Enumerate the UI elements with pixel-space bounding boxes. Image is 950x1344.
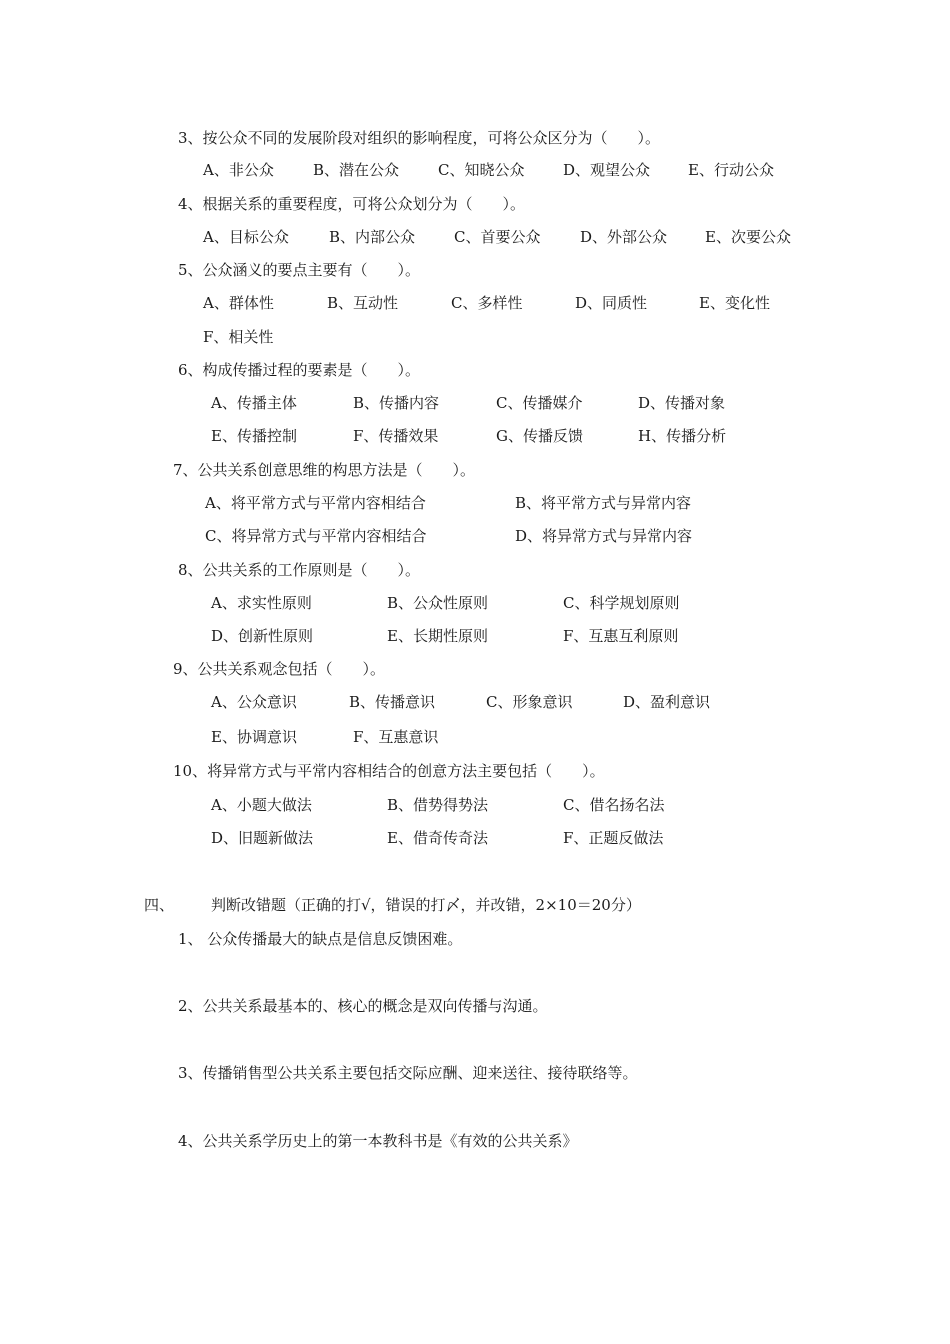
question-10-option-d: D、旧题新做法 [211,829,314,847]
section-4-heading: 判断改错题（正确的打√，错误的打〆，并改错，2×10＝20分） [211,896,641,914]
question-10-option-e: E、借奇传奇法 [387,829,488,847]
question-3-option-c: C、知晓公众 [438,161,525,179]
question-4-stem: 4、根据关系的重要程度，可将公众划分为（ ）。 [178,195,526,213]
question-4-option-c: C、首要公众 [454,228,541,246]
question-6-option-e: E、传播控制 [211,427,297,445]
judgment-item-1: 1、 公众传播最大的缺点是信息反馈困难。 [178,930,463,948]
question-8-option-a: A、求实性原则 [211,594,312,612]
question-5-option-f: F、相关性 [203,328,274,346]
question-4-option-e: E、次要公众 [705,228,791,246]
question-6-option-b: B、传播内容 [353,394,440,412]
question-5-option-e: E、变化性 [699,294,770,312]
question-8-option-f: F、互惠互利原则 [563,627,679,645]
question-5-stem: 5、公众涵义的要点主要有（ ）。 [178,261,421,279]
judgment-item-2: 2、公共关系最基本的、核心的概念是双向传播与沟通。 [178,997,548,1015]
question-7-option-c: C、将异常方式与平常内容相结合 [205,527,427,545]
judgment-item-4: 4、公共关系学历史上的第一本教科书是《有效的公共关系》 [178,1132,578,1150]
question-5-option-b: B、互动性 [327,294,399,312]
question-8-option-d: D、创新性原则 [211,627,314,645]
question-10-option-c: C、借名扬名法 [563,796,665,814]
question-8-stem: 8、公共关系的工作原则是（ ）。 [178,561,421,579]
question-8-option-b: B、公众性原则 [387,594,489,612]
question-9-option-a: A、公众意识 [211,693,297,711]
question-10-option-b: B、借势得势法 [387,796,489,814]
question-4-option-a: A、目标公众 [203,228,289,246]
question-6-option-a: A、传播主体 [211,394,297,412]
question-7-option-b: B、将平常方式与异常内容 [515,494,692,512]
question-7-option-d: D、将异常方式与异常内容 [515,527,693,545]
question-7-option-a: A、将平常方式与平常内容相结合 [205,494,426,512]
question-6-option-f: F、传播效果 [353,427,439,445]
question-6-option-h: H、传播分析 [638,427,727,445]
section-4-number: 四、 [144,896,175,914]
judgment-item-3: 3、传播销售型公共关系主要包括交际应酬、迎来送往、接待联络等。 [178,1064,638,1082]
question-8-option-c: C、科学规划原则 [563,594,680,612]
question-6-option-d: D、传播对象 [638,394,726,412]
question-9-option-b: B、传播意识 [349,693,436,711]
question-3-option-e: E、行动公众 [688,161,774,179]
question-10-option-f: F、正题反做法 [563,829,664,847]
question-6-option-c: C、传播媒介 [496,394,583,412]
question-10-option-a: A、小题大做法 [211,796,312,814]
question-5-option-a: A、群体性 [203,294,274,312]
question-9-option-c: C、形象意识 [486,693,573,711]
question-10-stem: 10、将异常方式与平常内容相结合的创意方法主要包括（ ）。 [173,762,605,780]
question-7-stem: 7、公共关系创意思维的构思方法是（ ）。 [173,461,476,479]
question-5-option-c: C、多样性 [451,294,523,312]
question-3-option-d: D、观望公众 [563,161,651,179]
question-3-option-a: A、非公众 [203,161,274,179]
question-5-option-d: D、同质性 [575,294,648,312]
question-9-option-d: D、盈利意识 [623,693,711,711]
question-4-option-b: B、内部公众 [329,228,416,246]
question-3-stem: 3、按公众不同的发展阶段对组织的影响程度，可将公众区分为（ ）。 [178,129,661,147]
question-9-option-e: E、协调意识 [211,728,297,746]
question-9-option-f: F、互惠意识 [353,728,439,746]
question-3-option-b: B、潜在公众 [313,161,400,179]
question-6-option-g: G、传播反馈 [496,427,583,445]
question-9-stem: 9、公共关系观念包括（ ）。 [173,660,386,678]
question-6-stem: 6、构成传播过程的要素是（ ）。 [178,361,421,379]
question-8-option-e: E、长期性原则 [387,627,488,645]
question-4-option-d: D、外部公众 [580,228,668,246]
